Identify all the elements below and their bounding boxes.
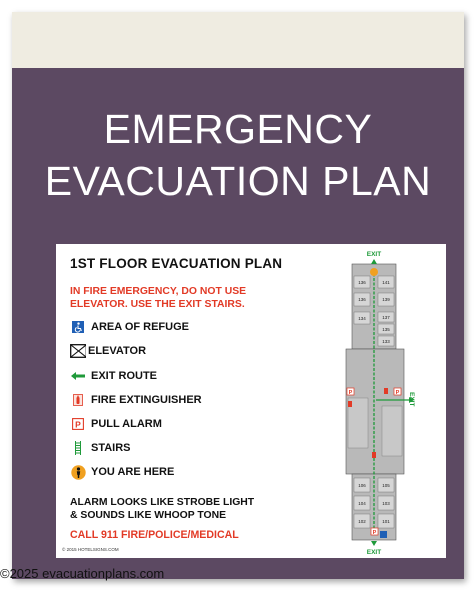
pull-alarm-icon [70, 416, 86, 432]
legend-label: STAIRS [91, 442, 131, 454]
fire-extinguisher-marker [372, 452, 376, 458]
legend-exit-route [70, 368, 157, 384]
exit-route-arrow-icon [70, 368, 86, 384]
legend-label: YOU ARE HERE [91, 466, 175, 478]
legend-pull-alarm [70, 416, 162, 432]
legend-label: ELEVATOR [88, 345, 147, 357]
fire-extinguisher-marker [384, 388, 388, 394]
elevator-warning [70, 285, 280, 311]
legend-label: PULL ALARM [91, 418, 162, 430]
alarm-line-1: ALARM LOOKS LIKE STROBE LIGHT [70, 497, 255, 508]
alarm-description [70, 496, 254, 522]
exit-label-bottom: EXIT [366, 549, 382, 556]
floor-plan-map [336, 248, 420, 556]
room-label: 104 [358, 501, 366, 506]
stairs-icon [70, 440, 86, 456]
room-label: 106 [358, 483, 366, 488]
room-label: 135 [382, 327, 390, 332]
room-label: 141 [382, 280, 390, 285]
fine-print: © 2015 HOTELSIGNS.COM [62, 547, 119, 552]
svg-text:P: P [75, 419, 81, 430]
room-label: 101 [382, 519, 390, 524]
alarm-line-2: & SOUNDS LIKE WHOOP TONE [70, 510, 227, 521]
copyright-footer: ©2025 evacuationplans.com [0, 566, 165, 581]
alarm-letter: P [395, 390, 400, 396]
legend-fire-extinguisher [70, 392, 202, 408]
elevator-icon [70, 343, 86, 359]
fire-extinguisher-icon [70, 392, 86, 408]
plan-heading: 1ST FLOOR EVACUATION PLAN [70, 256, 283, 271]
legend-label: FIRE EXTINGUISHER [91, 394, 202, 406]
title-line-1: EMERGENCY [103, 106, 373, 152]
warning-line-2: ELEVATOR. USE THE EXIT STAIRS. [70, 299, 245, 310]
legend-area-of-refuge [70, 319, 189, 335]
room-label: 102 [358, 519, 366, 524]
room-label: 136 [358, 297, 366, 302]
room-label: 139 [382, 297, 390, 302]
room-block-east [382, 406, 402, 456]
sign-title [12, 103, 464, 207]
exit-label-side: EXIT [408, 392, 415, 407]
legend-label: EXIT ROUTE [91, 370, 158, 382]
exit-label-top: EXIT [366, 251, 382, 258]
sign-mounting-strip [12, 12, 464, 68]
room-label: 134 [358, 316, 366, 321]
fire-extinguisher-marker [348, 401, 352, 407]
you-are-here-marker [370, 268, 378, 276]
accessibility-marker [380, 531, 387, 538]
emergency-call-text: CALL 911 FIRE/POLICE/MEDICAL [70, 529, 239, 541]
alarm-letter: P [348, 390, 353, 396]
legend-stairs [70, 440, 131, 456]
alarm-letter: P [372, 530, 377, 536]
accessibility-icon [70, 319, 86, 335]
legend-label: AREA OF REFUGE [91, 321, 189, 333]
exit-arrow-top [371, 259, 377, 264]
exit-arrow-bottom [371, 541, 377, 546]
legend-you-are-here [70, 464, 174, 480]
you-are-here-icon [70, 464, 86, 480]
room-label: 105 [382, 483, 390, 488]
warning-line-1: IN FIRE EMERGENCY, DO NOT USE [70, 286, 247, 297]
room-label: 103 [382, 501, 390, 506]
title-line-2: EVACUATION PLAN [44, 158, 432, 204]
room-label: 136 [358, 280, 366, 285]
legend-elevator [70, 343, 146, 359]
room-label: 137 [382, 315, 390, 320]
room-label: 133 [382, 339, 390, 344]
